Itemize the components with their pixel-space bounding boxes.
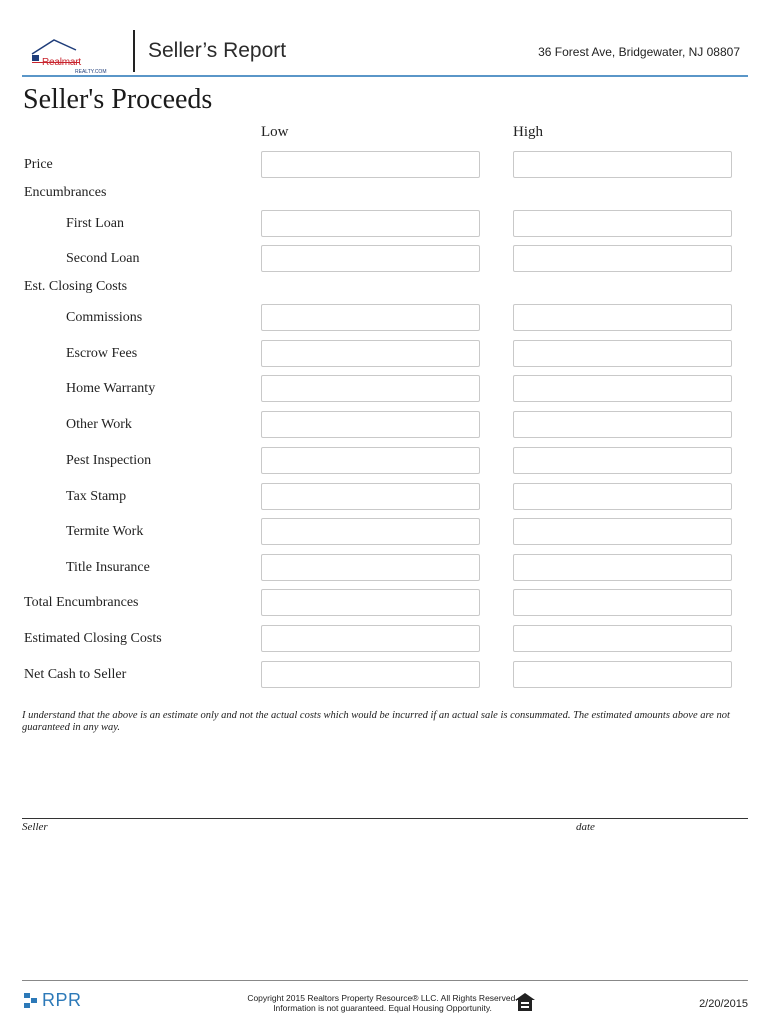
- date-signature-label: date: [576, 821, 595, 833]
- escrow-fees-high-field[interactable]: [513, 340, 732, 367]
- first-loan-high-field[interactable]: [513, 210, 732, 237]
- second-loan-high-field[interactable]: [513, 245, 732, 272]
- row-escrow-fees: [0, 340, 770, 370]
- row-label: Price: [24, 157, 53, 172]
- disclaimer-text: I understand that the above is an estimate only and not the actual costs which would be incurred if an actual sale is consummated. The estimated amounts above are not guaranteed in any way.: [22, 710, 730, 733]
- row-tax-stamp: [0, 483, 770, 513]
- page-title: Seller's Proceeds: [23, 84, 213, 115]
- home-warranty-low-field[interactable]: [261, 375, 480, 402]
- row-label: Pest Inspection: [66, 453, 152, 468]
- row-label: Net Cash to Seller: [24, 667, 127, 682]
- row-termite-work: [0, 518, 770, 548]
- row-label: Home Warranty: [66, 381, 156, 396]
- title-insurance-high-field[interactable]: [513, 554, 732, 581]
- logo-sub-text: REALTY.COM: [75, 69, 107, 75]
- copyright-text: [240, 993, 525, 1013]
- row-label: Termite Work: [66, 524, 144, 539]
- row-pest-inspection: [0, 447, 770, 477]
- commissions-high-field[interactable]: [513, 304, 732, 331]
- property-address: 36 Forest Ave, Bridgewater, NJ 08807: [538, 45, 740, 59]
- title-insurance-low-field[interactable]: [261, 554, 480, 581]
- estimated-closing-costs-high-field[interactable]: [513, 625, 732, 652]
- column-header-low: Low: [261, 124, 289, 140]
- logo-brand-text: Realmart: [42, 57, 81, 68]
- row-home-warranty: [0, 375, 770, 405]
- pest-inspection-low-field[interactable]: [261, 447, 480, 474]
- row-label: Other Work: [66, 417, 132, 432]
- row-price: [0, 151, 770, 181]
- termite-work-low-field[interactable]: [261, 518, 480, 545]
- net-cash-low-field[interactable]: [261, 661, 480, 688]
- seller-signature-label: Seller: [22, 821, 48, 833]
- row-estimated-closing-costs: [0, 625, 770, 655]
- column-header-high: High: [513, 124, 543, 140]
- row-commissions: [0, 304, 770, 334]
- first-loan-low-field[interactable]: [261, 210, 480, 237]
- equal-housing-icon: [514, 992, 536, 1012]
- row-label: Total Encumbrances: [24, 595, 139, 610]
- price-low-field[interactable]: [261, 151, 480, 178]
- page-header: [22, 28, 748, 76]
- escrow-fees-low-field[interactable]: [261, 340, 480, 367]
- pest-inspection-high-field[interactable]: [513, 447, 732, 474]
- copyright-line-1: Copyright 2015 Realtors Property Resource® LLC. All Rights Reserved.: [247, 993, 518, 1003]
- row-label: Estimated Closing Costs: [24, 631, 162, 646]
- report-title: Seller’s Report: [148, 39, 287, 62]
- rpr-logo: [22, 990, 92, 1012]
- realmart-logo: [30, 36, 125, 76]
- row-title-insurance: [0, 554, 770, 584]
- rpr-arrow-icon: [22, 990, 42, 1012]
- second-loan-low-field[interactable]: [261, 245, 480, 272]
- other-work-high-field[interactable]: [513, 411, 732, 438]
- tax-stamp-low-field[interactable]: [261, 483, 480, 510]
- footer-rule: [22, 980, 748, 981]
- row-second-loan: [0, 245, 770, 275]
- row-other-work: [0, 411, 770, 441]
- row-label: Escrow Fees: [66, 346, 138, 361]
- net-cash-high-field[interactable]: [513, 661, 732, 688]
- price-high-field[interactable]: [513, 151, 732, 178]
- row-label: Tax Stamp: [66, 489, 127, 504]
- row-total-encumbrances: [0, 589, 770, 619]
- total-encumbrances-low-field[interactable]: [261, 589, 480, 616]
- home-warranty-high-field[interactable]: [513, 375, 732, 402]
- header-rule: [22, 75, 748, 77]
- header-divider: [133, 30, 135, 72]
- copyright-line-2: Information is not guaranteed. Equal Housing Opportunity.: [273, 1003, 492, 1013]
- row-label: Commissions: [66, 310, 143, 325]
- tax-stamp-high-field[interactable]: [513, 483, 732, 510]
- other-work-low-field[interactable]: [261, 411, 480, 438]
- row-net-cash-to-seller: [0, 661, 770, 691]
- footer-date: 2/20/2015: [699, 998, 748, 1010]
- row-label: Second Loan: [66, 251, 140, 266]
- termite-work-high-field[interactable]: [513, 518, 732, 545]
- signature-line: [22, 818, 748, 819]
- total-encumbrances-high-field[interactable]: [513, 589, 732, 616]
- estimated-closing-costs-low-field[interactable]: [261, 625, 480, 652]
- row-label: Title Insurance: [66, 560, 150, 575]
- row-first-loan: [0, 210, 770, 240]
- row-label: First Loan: [66, 216, 124, 231]
- section-closing-costs: Est. Closing Costs: [24, 279, 128, 294]
- section-encumbrances: Encumbrances: [24, 185, 107, 200]
- commissions-low-field[interactable]: [261, 304, 480, 331]
- rpr-logo-text: RPR: [42, 990, 82, 1010]
